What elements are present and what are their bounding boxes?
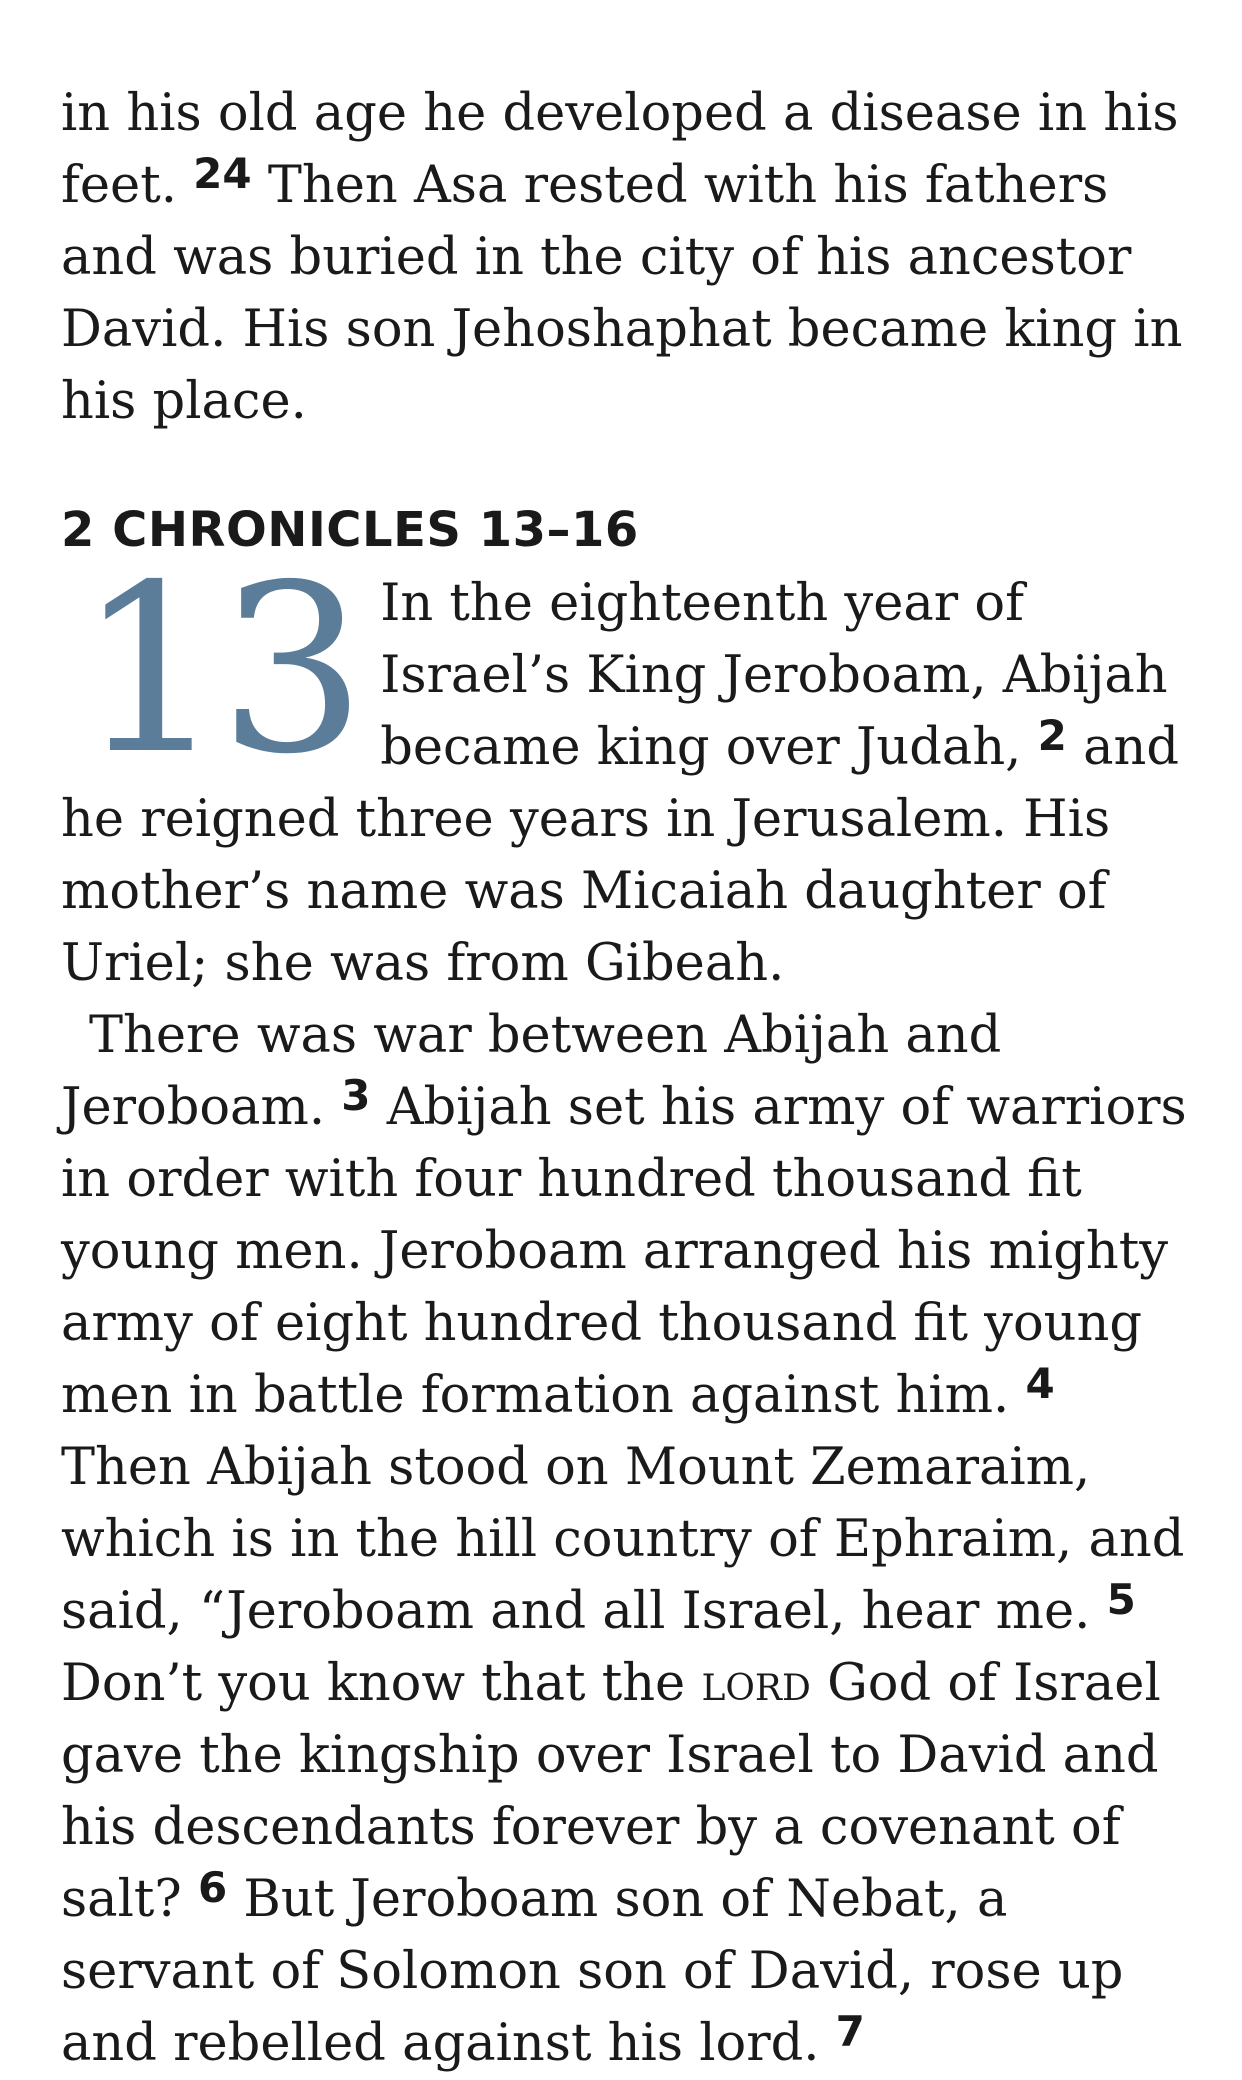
intro-text-a: in his old age he developed a disease in his feet.	[61, 84, 1179, 215]
para2-text-d: Don’t you know that the	[61, 1654, 686, 1713]
chapter-13	[61, 535, 1191, 2080]
section-heading: 2 CHRONICLES 13–16	[61, 502, 639, 558]
intro-text-b: Then Asa rested with his fathers and was buried in the city of his ancestor David. His son Jehoshaphat became king in his place.	[61, 156, 1183, 431]
para2-text-a: There was war between Abijah and Jeroboam.	[61, 1006, 1002, 1137]
verse-number-24: 24	[193, 149, 252, 198]
opening-text-b: and he reigned three years in Jerusalem. His mother’s name was Micaiah daughter of Uriel; she was from Gibeah.	[61, 718, 1179, 993]
para2-text-b: Abijah set his army of warriors in order with four hundred thousand fit young men. Jeroboam arranged his mighty army of eight hundred thousand fit young men in battle formation against him.	[61, 1078, 1187, 1425]
divine-name-lord: lord	[701, 1654, 811, 1713]
para2-text-f: But Jeroboam son of Nebat, a servant of Solomon son of David, rose up and rebelled against his lord.	[61, 1870, 1124, 2073]
chapter-number-dropcap: 13	[77, 535, 361, 805]
reader-page	[61, 78, 1191, 2080]
para2-text-c: Then Abijah stood on Mount Zemaraim, which is in the hill country of Ephraim, and said, “Jeroboam and all Israel, hear me.	[61, 1438, 1185, 1641]
verse-number-7: 7	[835, 2007, 865, 2056]
para2-text-e: God of Israel gave the kingship over Israel to David and his descendants forever by a covenant of salt?	[61, 1654, 1161, 1929]
intro-paragraph	[61, 78, 1191, 438]
verse-number-6: 6	[197, 1863, 228, 1912]
verse-number-5: 5	[1106, 1575, 1136, 1624]
opening-text-a: In the eighteenth year of Israel’s King Jeroboam, Abijah became king over Judah,	[380, 574, 1168, 777]
verse-number-3: 3	[341, 1071, 371, 1120]
verse-number-2: 2	[1037, 711, 1067, 760]
chapter-paragraph-2	[61, 1000, 1191, 2080]
verse-number-4: 4	[1025, 1359, 1055, 1408]
